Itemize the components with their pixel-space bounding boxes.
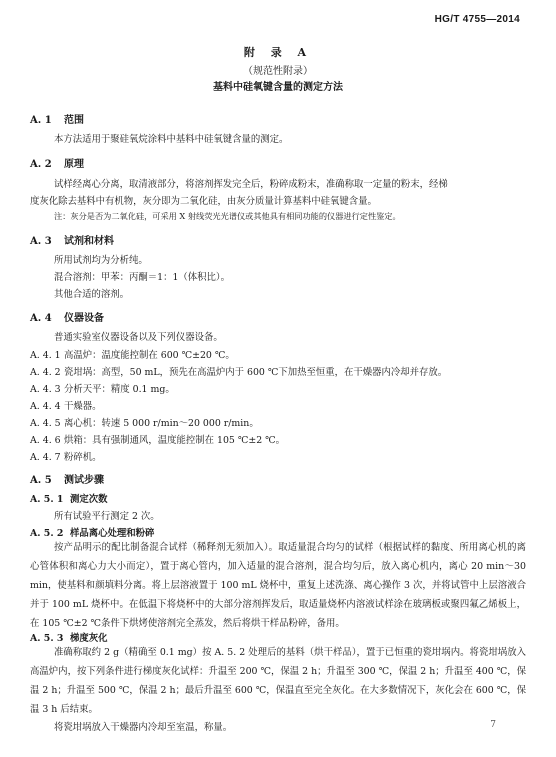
section-title: 原理 [64, 159, 84, 170]
appendix-label: 附 录 A [243, 46, 313, 59]
subsection-a53-text: 准确称取约 2 g（精确至 0.1 mg）按 A. 5. 2 处理后的基料（烘干样品），置于已恒重的瓷坩埚内。将瓷坩埚放入高温炉内，按下列条件进行梯度灰化试样：升温至 200 ℃，保温 2 h；升温至 300 ℃，保温 2 h；升温至 400 ℃，保温 2 h；升温至 500 ℃，保温 2 h；最后升温至 600 ℃，保温直至完全灰化。在大多数情况下，灰化会在 600 ℃，保温 3 h 后结束。 [30, 647, 526, 715]
section-heading-a4 [30, 309, 104, 324]
item-text: 烘箱：具有强制通风，温度能控制在 105 ℃±2 ℃。 [64, 435, 286, 446]
item-text: 离心机：转速 5 000 r/min～20 000 r/min。 [64, 418, 259, 429]
list-item [30, 381, 175, 395]
item-text: 高温炉：温度能控制在 600 ℃±20 ℃。 [64, 350, 235, 361]
section-title: 范围 [64, 115, 84, 126]
item-text: 分析天平：精度 0.1 mg。 [64, 384, 175, 395]
subsection-title: 测定次数 [70, 494, 108, 505]
standard-number: HG/T 4755—2014 [434, 14, 520, 25]
section-number: A. 3 [30, 236, 52, 247]
section-a3-line2: 混合溶剂：甲苯：丙酮＝1：1（体积比）。 [54, 272, 230, 283]
subsection-a52-text: 按产品明示的配比制备混合试样（稀释剂无须加入）。取适量混合均匀的试样（根据试样的黏度、所用离心机的离心管体积和离心力大小而定），置于离心管内，加入适量的混合溶剂，混合均匀后，放入离心机内，离心 20 min～30 min，使基料和颜填料分离。将上层溶液置于 100 mL 烧杯中，重复上述洗涤、离心操作 3 次，并将试管中上层溶液合并于 100 mL 烧杯中。在低温下将烧杯中的大部分溶剂挥发后，取适量烧杯内溶液试样涂在玻璃板或聚四氟乙烯板上，在 105 ℃±2 ℃条件下烘烤使溶剂完全蒸发，然后将烘干样品粉碎，备用。 [30, 542, 526, 629]
section-a3-line3: 其他合适的溶剂。 [54, 289, 130, 300]
list-item [30, 398, 102, 412]
item-number: A. 4. 2 [30, 367, 61, 378]
appendix-title: 基料中硅氧键含量的测定方法 [213, 82, 343, 93]
subsection-title: 梯度灰化 [70, 633, 108, 644]
section-a4-intro: 普通实验室仪器设备以及下列仪器设备。 [54, 332, 223, 343]
item-number: A. 4. 6 [30, 435, 61, 446]
item-number: A. 4. 1 [30, 350, 61, 361]
subsection-number: A. 5. 1 [30, 494, 64, 505]
list-item [30, 415, 259, 429]
item-number: A. 4. 4 [30, 401, 61, 412]
section-heading-a2 [30, 155, 84, 170]
subsection-a51-text: 所有试验平行测定 2 次。 [54, 511, 160, 522]
subsection-heading-a51 [30, 491, 108, 505]
section-a2-line1: 试样经离心分离，取清液部分，将溶剂挥发完全后，粉碎成粉末，准确称取一定量的粉末，经梯 [54, 179, 448, 190]
item-text: 粉碎机。 [64, 452, 102, 463]
appendix-type: （规范性附录） [243, 66, 313, 77]
section-title: 试剂和材料 [64, 236, 114, 247]
section-a1-text: 本方法适用于聚硅氧烷涂料中基料中硅氧键含量的测定。 [54, 134, 289, 145]
subsection-title: 样品离心处理和粉碎 [70, 528, 155, 539]
section-a2-note: 注：灰分是否为二氧化硅，可采用 X 射线荧光光谱仪或其他具有相同功能的仪器进行定性鉴定。 [54, 211, 401, 221]
item-number: A. 4. 5 [30, 418, 61, 429]
section-heading-a5 [30, 471, 104, 486]
section-a2-line2: 度灰化除去基料中有机物，灰分即为二氧化硅，由灰分质量计算基料中硅氧键含量。 [30, 196, 377, 207]
item-number: A. 4. 7 [30, 452, 61, 463]
section-title: 仪器设备 [64, 313, 104, 324]
section-number: A. 2 [30, 159, 52, 170]
item-text: 瓷坩埚：高型，50 mL，预先在高温炉内于 600 ℃下加热至恒重，在干燥器内冷却并存放。 [64, 367, 448, 378]
item-text: 干燥器。 [64, 401, 102, 412]
section-heading-a3 [30, 232, 114, 247]
section-heading-a1 [30, 111, 84, 126]
subsection-number: A. 5. 2 [30, 528, 64, 539]
page-number: 7 [490, 720, 496, 730]
subsection-a53-text2: 将瓷坩埚放入干燥器内冷却至室温，称量。 [54, 722, 233, 733]
subsection-number: A. 5. 3 [30, 633, 64, 644]
section-title: 测试步骤 [64, 475, 104, 486]
subsection-heading-a52 [30, 525, 154, 539]
subsection-heading-a53 [30, 630, 108, 644]
list-item [30, 347, 235, 361]
list-item [30, 432, 285, 446]
section-a3-line1: 所用试剂均为分析纯。 [54, 255, 148, 266]
list-item [30, 449, 102, 463]
section-number: A. 4 [30, 313, 52, 324]
item-number: A. 4. 3 [30, 384, 61, 395]
list-item [30, 364, 447, 378]
section-number: A. 1 [30, 115, 52, 126]
section-number: A. 5 [30, 475, 52, 486]
